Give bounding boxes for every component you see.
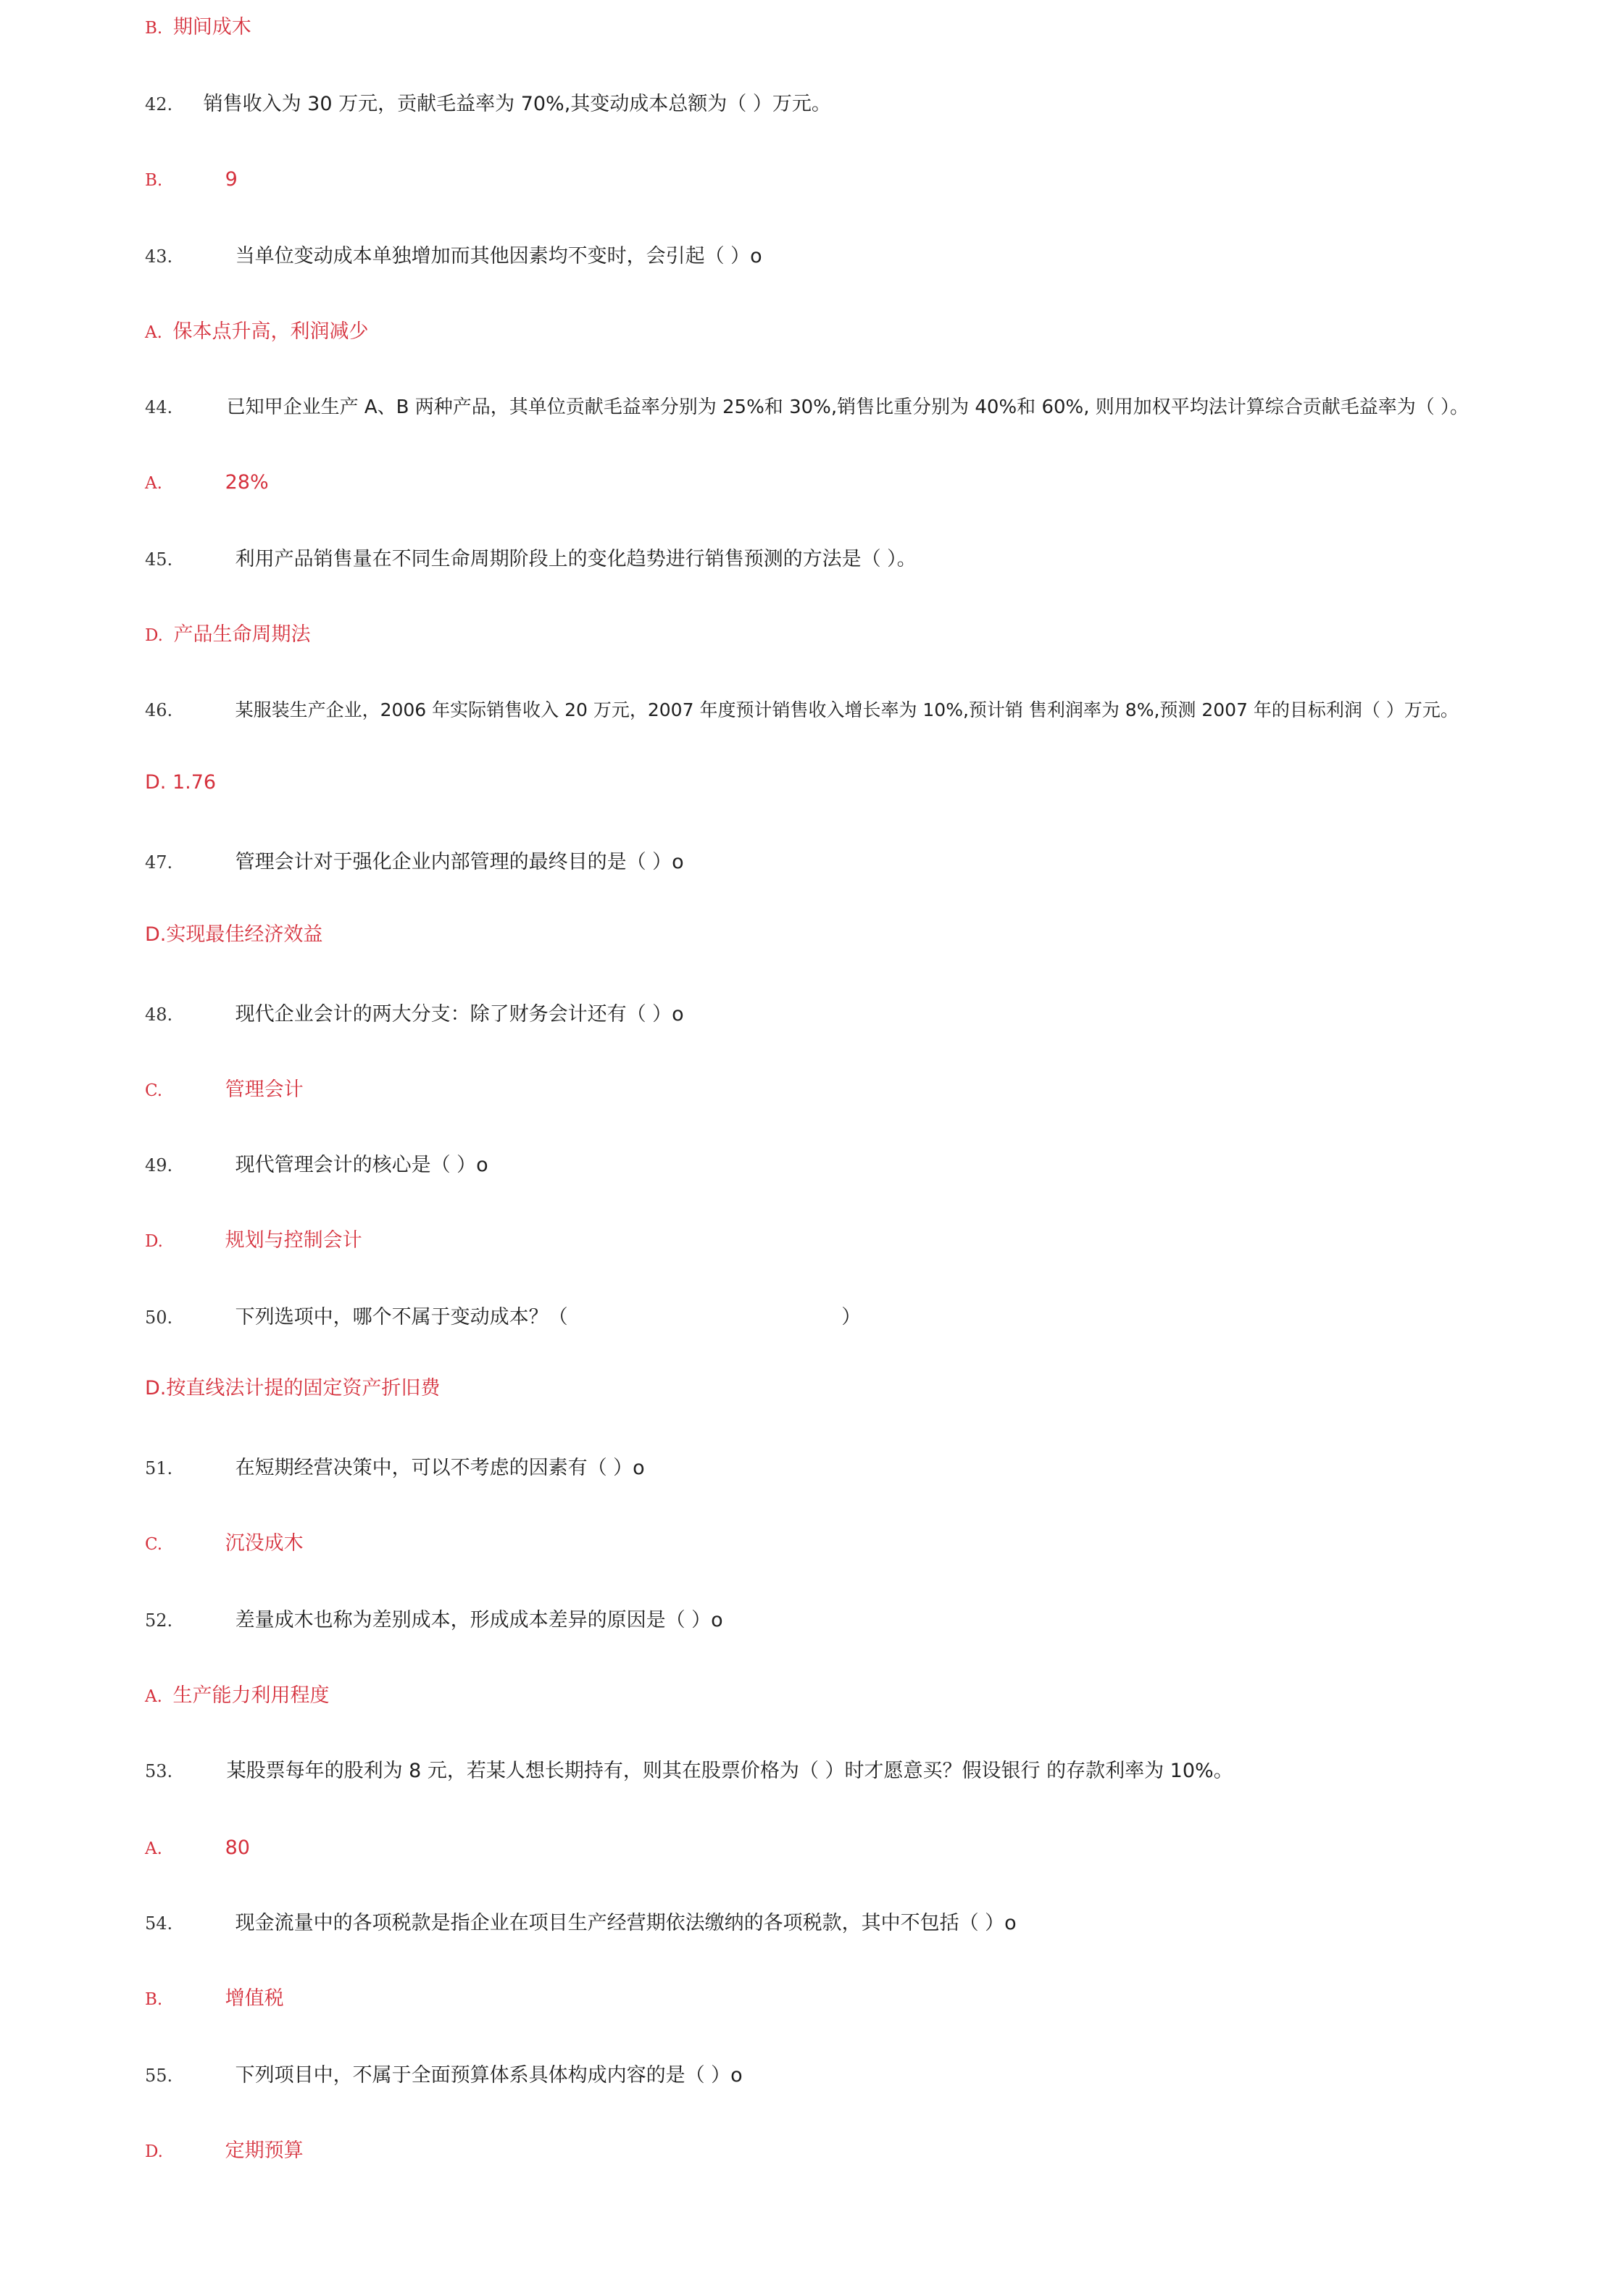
- question-text: 某服装生产企业，2006 年实际销售收入 20 万元，2007 年度预计销售收入增长率为 10%,预计销 售利润率为 8%,预测 2007 年的目标利润（ ）万元。: [235, 699, 1459, 720]
- answer-48: [145, 1076, 1584, 1105]
- question-47: [145, 848, 1584, 877]
- answer-text: 期间成木: [172, 16, 251, 38]
- question-number: 47.: [145, 852, 173, 873]
- question-53: [145, 1757, 1584, 1786]
- answer-54: [145, 1984, 1584, 2014]
- answer-text: 增值税: [225, 1987, 284, 2010]
- answer-letter: A.: [145, 1687, 162, 1706]
- question-number: 49.: [145, 1155, 173, 1176]
- answer-46: [145, 768, 1584, 797]
- answer-45: [145, 620, 1584, 650]
- question-number: 45.: [145, 549, 173, 570]
- question-number: 43.: [145, 246, 173, 267]
- question-text: 管理会计对于强化企业内部管理的最终目的是（ ）o: [235, 851, 684, 873]
- question-49: [145, 1151, 1584, 1180]
- question-text: 差量成木也称为差别成本，形成成本差异的原因是（ ）o: [235, 1609, 723, 1631]
- answer-text: D.实现最佳经济效益: [145, 923, 323, 946]
- answer-55: [145, 2137, 1584, 2166]
- answer-53: [145, 1834, 1584, 1863]
- answer-letter: D.: [145, 626, 163, 645]
- answer-52: [145, 1681, 1584, 1711]
- answer-letter: B.: [145, 1990, 163, 2009]
- answer-letter: C.: [145, 1081, 163, 1100]
- question-text: 销售收入为 30 万元，贡献毛益率为 70%,其变动成本总额为（ ）万元。: [203, 93, 831, 115]
- question-text: 已知甲企业生产 A、B 两种产品，其单位贡献毛益率分别为 25%和 30%,销售比重分别为 40%和 60%, 则用加权平均法计算综合贡献毛益率为（ ）。: [226, 396, 1470, 418]
- question-text: 利用产品销售量在不同生命周期阶段上的变化趋势进行销售预测的方法是（ ）。: [235, 548, 917, 570]
- question-text: 下列项目中，不属于全面预算体系具体构成内容的是（ ）o: [235, 2064, 743, 2087]
- question-number: 48.: [145, 1004, 173, 1025]
- question-46: [145, 696, 1584, 725]
- question-text: 现代管理会计的核心是（ ）o: [235, 1154, 488, 1176]
- answer-47: [145, 920, 1584, 949]
- answer-letter: B.: [145, 171, 163, 190]
- answer-text: 保本点升高，利润减少: [172, 320, 369, 343]
- question-number: 53.: [145, 1761, 173, 1781]
- question-number: 46.: [145, 700, 173, 720]
- answer-text: 9: [225, 168, 238, 191]
- question-number: 51.: [145, 1458, 173, 1478]
- question-text: 在短期经营决策中，可以不考虑的因素有（ ）o: [235, 1457, 645, 1479]
- question-50: [145, 1303, 1584, 1332]
- answer-44: [145, 468, 1584, 498]
- question-51: [145, 1454, 1584, 1483]
- question-55: [145, 2061, 1584, 2090]
- answer-letter: D.: [145, 2142, 163, 2161]
- answer-43: [145, 317, 1584, 347]
- question-number: 42.: [145, 94, 173, 115]
- answer-text: 产品生命周期法: [173, 623, 311, 646]
- question-42: [145, 90, 1584, 119]
- question-number: 44.: [145, 397, 173, 417]
- question-text: 下列选项中，哪个不属于变动成本？（ ）: [235, 1306, 862, 1328]
- question-number: 55.: [145, 2066, 173, 2086]
- question-number: 52.: [145, 1610, 173, 1631]
- question-text: 某股票每年的股利为 8 元，若某人想长期持有，则其在股票价格为（ ）时才愿意买？假设银行 的存款利率为 10%。: [226, 1760, 1233, 1782]
- answer-letter: A.: [145, 323, 162, 342]
- answer-50: [145, 1374, 1584, 1403]
- answer-text: 生产能力利用程度: [172, 1684, 330, 1707]
- question-44: [145, 393, 1584, 422]
- question-text: 当单位变动成本单独增加而其他因素均不变时，会引起（ ）o: [235, 245, 762, 267]
- answer-text: 管理会计: [225, 1078, 304, 1101]
- answer-42: [145, 165, 1584, 195]
- answer-41: [145, 13, 1584, 43]
- answer-text: 沉没成木: [225, 1532, 304, 1555]
- answer-49: [145, 1226, 1584, 1256]
- answer-text: 定期预算: [225, 2139, 304, 2162]
- answer-text: 规划与控制会计: [225, 1229, 362, 1252]
- question-text: 现金流量中的各项税款是指企业在项目生产经营期依法缴纳的各项税款，其中不包括（ ）o: [235, 1912, 1017, 1934]
- answer-letter: C.: [145, 1535, 163, 1554]
- question-text: 现代企业会计的两大分支：除了财务会计还有（ ）o: [235, 1003, 684, 1026]
- answer-letter: D.: [145, 1232, 163, 1251]
- question-number: 50.: [145, 1307, 173, 1328]
- answer-letter: A.: [145, 474, 162, 493]
- answer-text: 28%: [225, 471, 269, 494]
- question-48: [145, 1000, 1584, 1029]
- question-45: [145, 545, 1584, 574]
- question-number: 54.: [145, 1913, 173, 1934]
- question-54: [145, 1909, 1584, 1938]
- question-43: [145, 242, 1584, 271]
- answer-letter: A.: [145, 1839, 162, 1858]
- answer-51: [145, 1529, 1584, 1559]
- question-52: [145, 1606, 1584, 1635]
- answer-text: 80: [225, 1837, 250, 1859]
- answer-letter: B.: [145, 19, 163, 38]
- answer-text: D. 1.76: [145, 771, 217, 794]
- answer-text: D.按直线法计提的固定资产折旧费: [145, 1377, 441, 1399]
